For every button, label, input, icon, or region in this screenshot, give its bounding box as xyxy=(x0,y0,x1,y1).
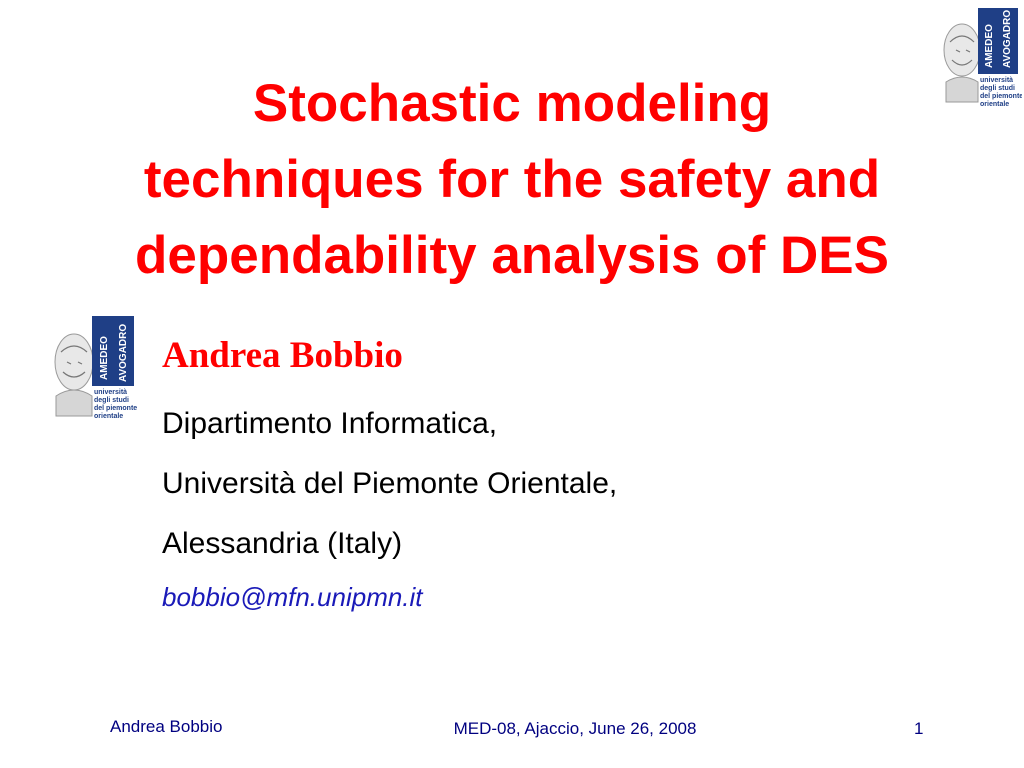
svg-text:orientale: orientale xyxy=(980,101,1010,108)
title-line-2: techniques for the safety and xyxy=(143,150,881,209)
svg-text:degli studi: degli studi xyxy=(94,397,129,404)
title-line-3: dependability analysis of DES xyxy=(135,226,889,285)
affiliation-location: Alessandria (Italy) xyxy=(162,527,403,560)
svg-text:università: università xyxy=(980,77,1014,84)
footer-event: MED-08, Ajaccio, June 26, 2008 xyxy=(453,719,697,738)
svg-text:del piemonte: del piemonte xyxy=(94,405,138,412)
author-name: Andrea Bobbio xyxy=(162,335,403,376)
svg-text:del piemonte: del piemonte xyxy=(980,93,1022,100)
title-line-1: Stochastic modeling xyxy=(252,74,772,133)
svg-text:AVOGADRO: AVOGADRO xyxy=(118,323,129,382)
svg-text:università: università xyxy=(94,389,128,396)
page-number: 1 xyxy=(914,719,924,738)
svg-text:degli studi: degli studi xyxy=(980,85,1015,92)
affiliation-university: Università del Piemonte Orientale, xyxy=(162,467,618,500)
svg-text:AMEDEO: AMEDEO xyxy=(984,24,995,68)
university-logo-left xyxy=(52,310,138,422)
slide-title xyxy=(30,66,994,294)
author-email[interactable]: bobbio@mfn.unipmn.it xyxy=(162,582,423,612)
affiliation-department: Dipartimento Informatica, xyxy=(162,407,498,440)
svg-text:AMEDEO: AMEDEO xyxy=(99,336,110,380)
svg-text:AVOGADRO: AVOGADRO xyxy=(1002,9,1013,68)
footer-author: Andrea Bobbio xyxy=(110,717,223,736)
svg-text:orientale: orientale xyxy=(94,413,124,420)
university-logo-icon xyxy=(52,310,138,422)
